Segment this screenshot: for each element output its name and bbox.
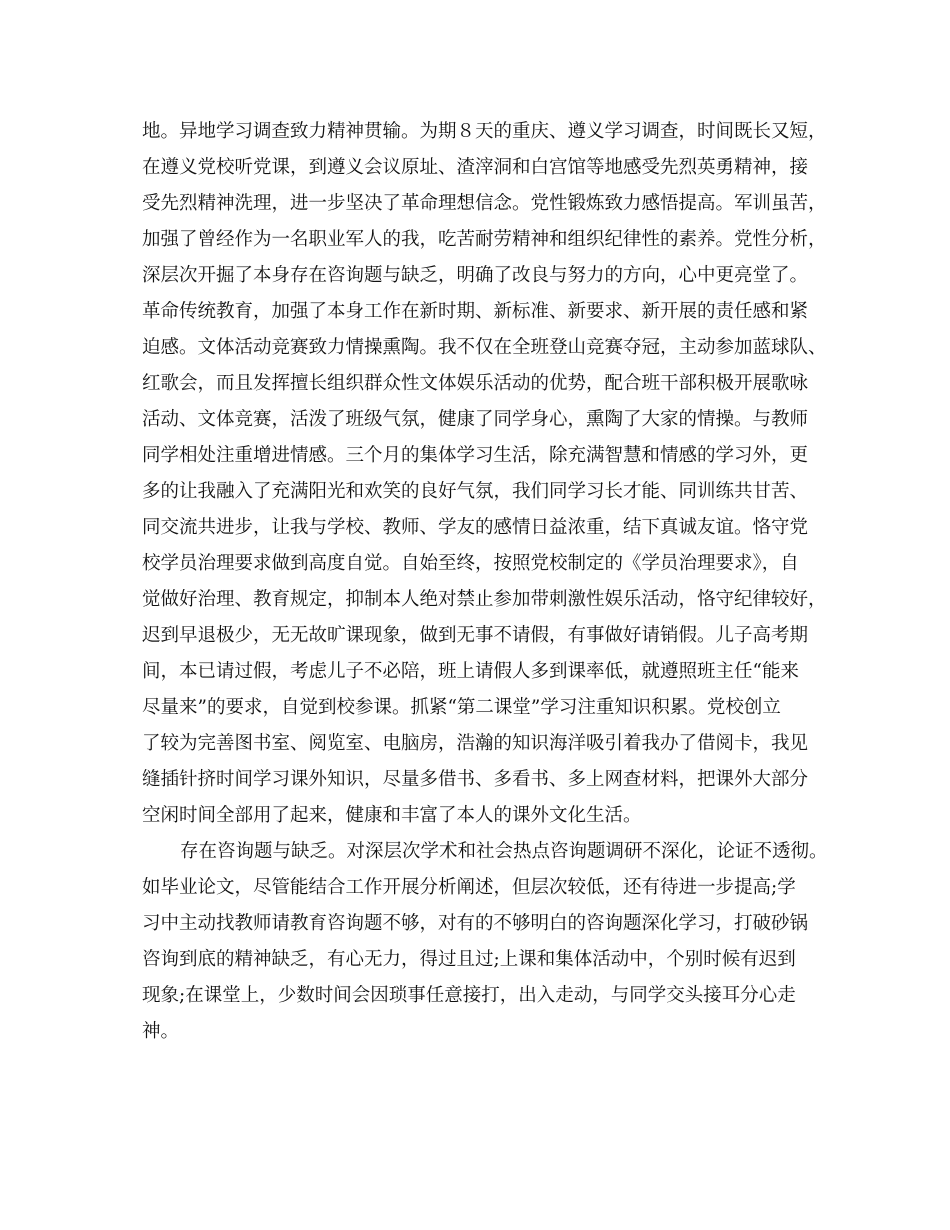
text-line: 多的让我融入了充满阳光和欢笑的良好气氛，我们同学习长才能、同训练共甘苦、: [142, 481, 809, 502]
text-line: 尽量来”的要求，自觉到校参课。抓紧“第二课堂”学习注重知识积累。党校创立: [142, 697, 781, 718]
text-line: 现象;在课堂上，少数时间会因琐事任意接打，出入走动，与同学交头接耳分心走: [142, 985, 796, 1006]
text-line: 空闲时间全部用了起来，健康和丰富了本人的课外文化生活。: [142, 805, 642, 826]
paragraph-first-line: 存在咨询题与缺乏。对深层次学术和社会热点咨询题调研不深化，论证不透彻。: [180, 841, 828, 862]
text-line: 迟到早退极少，无无故旷课现象，做到无事不请假，有事做好请销假。儿子高考期: [142, 625, 809, 646]
text-line: 了较为完善图书室、阅览室、电脑房，浩瀚的知识海洋吸引着我办了借阅卡，我见: [142, 733, 809, 754]
text-line: 觉做好治理、教育规定，抑制本人绝对禁止参加带刺激性娱乐活动，恪守纪律较好，: [142, 589, 827, 610]
text-line: 活动、文体竞赛，活泼了班级气氛，健康了同学身心，熏陶了大家的情操。与教师: [142, 409, 809, 430]
text-line: 受先烈精神洗理，进一步坚决了革命理想信念。党性锻炼致力感悟提高。军训虽苦，: [142, 193, 827, 214]
text-line: 同交流共进步，让我与学校、教师、学友的感情日益浓重，结下真诚友谊。恪守党: [142, 517, 809, 538]
text-line: 革命传统教育，加强了本身工作在新时期、新标准、新要求、新开展的责任感和紧: [142, 301, 809, 322]
text-line: 红歌会，而且发挥擅长组织群众性文体娱乐活动的优势，配合班干部积极开展歌咏: [142, 373, 809, 394]
text-line: 加强了曾经作为一名职业军人的我，吃苦耐劳精神和组织纪律性的素养。党性分析，: [142, 229, 827, 250]
text-line: 同学相处注重增进情感。三个月的集体学习生活，除充满智慧和情感的学习外，更: [142, 445, 809, 466]
text-line: 间，本已请过假，考虑儿子不必陪，班上请假人多到课率低，就遵照班主任“能来: [142, 661, 799, 682]
text-line: 如毕业论文，尽管能结合工作开展分析阐述，但层次较低，还有待进一步提高;学: [142, 877, 796, 898]
text-line: 地。异地学习调查致力精神贯输。为期８天的重庆、遵义学习调查，时间既长又短，: [142, 121, 827, 142]
text-line: 在遵义党校听党课，到遵义会议原址、渣滓洞和白宫馆等地感受先烈英勇精神，接: [142, 157, 809, 178]
text-line: 神。: [142, 1021, 180, 1042]
text-line: 深层次开掘了本身存在咨询题与缺乏，明确了改良与努力的方向，心中更亮堂了。: [142, 265, 809, 286]
text-line: 缝插针挤时间学习课外知识，尽量多借书、多看书、多上网查材料，把课外大部分: [142, 769, 809, 790]
text-line: 校学员治理要求做到高度自觉。自始至终，按照党校制定的《学员治理要求》，自: [142, 553, 799, 574]
text-line: 迫感。文体活动竞赛致力情操熏陶。我不仅在全班登山竞赛夺冠，主动参加蓝球队、: [142, 337, 827, 358]
text-line: 习中主动找教师请教育咨询题不够，对有的不够明白的咨询题深化学习，打破砂锅: [142, 913, 809, 934]
text-line: 咨询到底的精神缺乏，有心无力，得过且过;上课和集体活动中，个别时候有迟到: [142, 949, 796, 970]
